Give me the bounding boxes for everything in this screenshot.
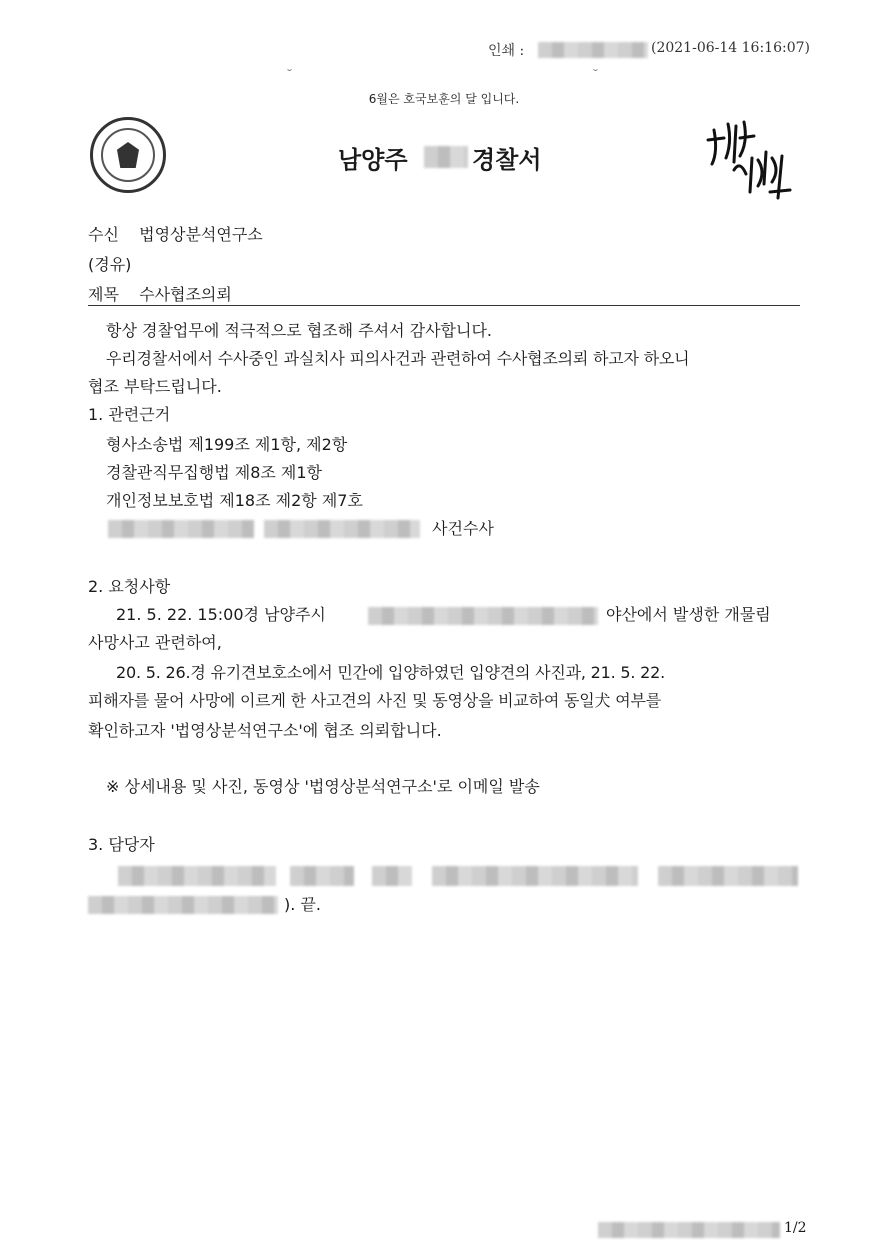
organization-title [338,140,542,175]
section1-title: 1. 관련근거 [88,405,171,424]
calligraphy-logo [700,112,800,202]
print-timestamp: (2021-06-14 16:16:07) [651,40,810,56]
emblem-shield-icon [117,142,139,168]
redacted-contact-a [118,866,276,886]
punch-mark-right: ˘ [592,68,599,84]
punch-mark-left: ˘ [286,68,293,84]
org-prefix: 남양주 [338,146,408,174]
header-divider [88,305,800,306]
recipient-value: 법영상분석연구소 [139,225,263,244]
request-line-5: 확인하고자 '법영상분석연구소'에 협조 의뢰합니다. [88,721,442,740]
request-line-1b: 야산에서 발생한 개물림 [606,605,771,624]
email-note: ※ 상세내용 및 사진, 동영상 '법영상분석연구소'로 이메일 발송 [106,777,540,796]
legal-basis-item: 경찰관직무집행법 제8조 제1항 [106,463,323,482]
request-line-3: 20. 5. 26.경 유기견보호소에서 민간에 입양하였던 입양견의 사진과, 21. 5. 22. [116,663,666,682]
subject-line [88,284,232,306]
redacted-contact-f [88,896,278,914]
redacted-contact-d [432,866,638,886]
emblem-ring [101,128,155,182]
redacted-printer [538,42,648,58]
redacted-contact-e [658,866,798,886]
request-line-1a: 21. 5. 22. 15:00경 남양주시 [116,605,326,624]
redacted-case-a [108,520,254,538]
police-emblem-logo [90,117,166,193]
greeting: 항상 경찰업무에 적극적으로 협조해 주셔서 감사합니다. [106,321,493,340]
closing-text: ). 끝. [284,895,321,914]
org-suffix: 경찰서 [472,146,542,174]
legal-basis-item: 개인정보보호법 제18조 제2항 제7호 [106,491,363,510]
page-number: 1/2 [784,1220,807,1236]
legal-basis-item: 형사소송법 제199조 제1항, 제2항 [106,435,348,454]
redacted-org [424,146,468,168]
request-line-2: 사망사고 관련하여, [88,633,222,652]
intro-line-2: 협조 부탁드립니다. [88,377,222,396]
redacted-footer [598,1222,780,1238]
section3-title: 3. 담당자 [88,835,155,854]
redacted-address [368,607,598,625]
intro-line-1: 우리경찰서에서 수사중인 과실치사 피의사건과 관련하여 수사협조의뢰 하고자 하오니 [106,349,690,368]
redacted-case-b [264,520,420,538]
print-label: 인쇄 : [488,43,525,59]
redacted-contact-b [290,866,354,886]
case-type: 사건수사 [432,519,494,538]
redacted-contact-c [372,866,412,886]
slogan: 6월은 호국보훈의 달 입니다. [368,92,520,106]
recipient-line [88,224,263,246]
subject-label: 제목 [88,285,119,304]
section2-title: 2. 요청사항 [88,577,171,596]
subject-value: 수사협조의뢰 [139,285,232,304]
via-line: (경유) [88,255,132,274]
recipient-label: 수신 [88,225,119,244]
request-line-4: 피해자를 물어 사망에 이르게 한 사고견의 사진 및 동영상을 비교하여 동일犬 여부를 [88,691,661,710]
